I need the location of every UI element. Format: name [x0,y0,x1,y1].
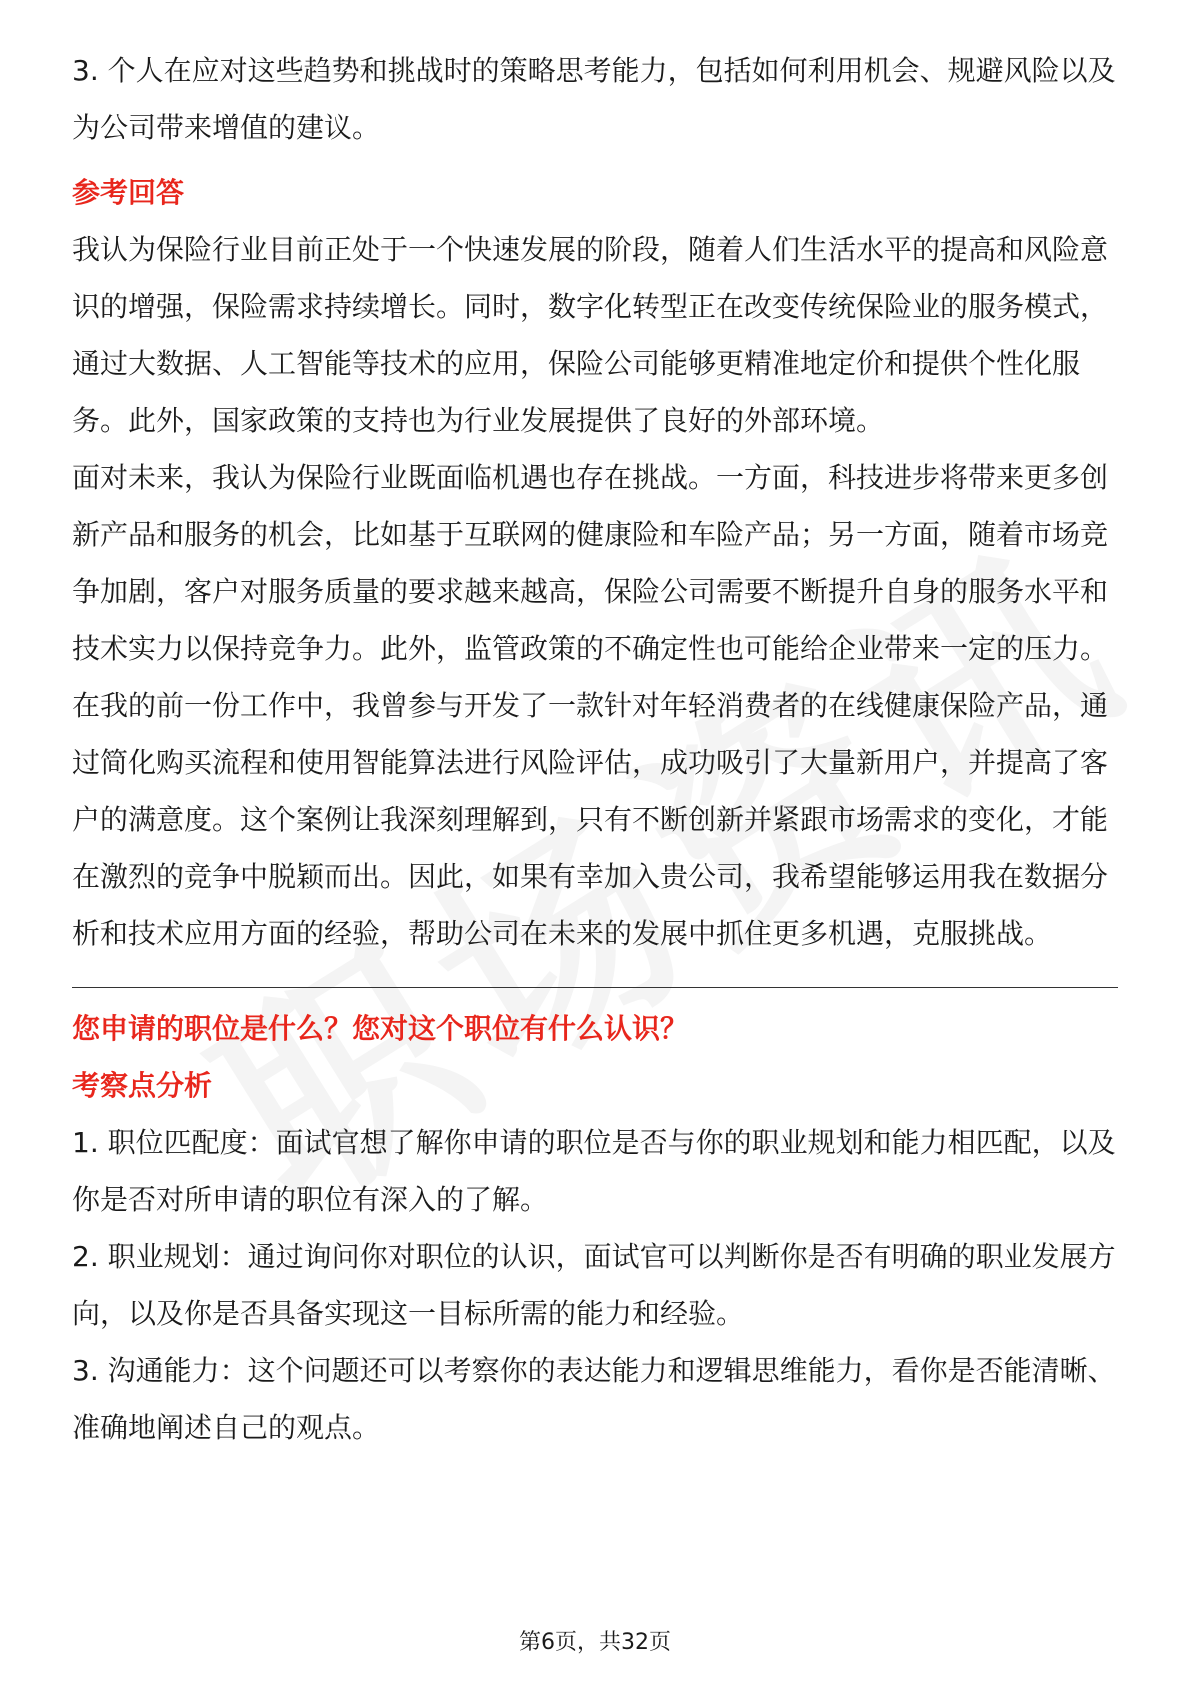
evaluation-item-3: 3. 个人在应对这些趋势和挑战时的策略思考能力，包括如何利用机会、规避风险以及为公司带来增值的建议。 [72,54,1116,144]
analysis-heading: 考察点分析 [72,1069,213,1102]
answer-paragraph-1: 我认为保险行业目前正处于一个快速发展的阶段，随着人们生活水平的提高和风险意识的增强，保险需求持续增长。同时，数字化转型正在改变传统保险业的服务模式，通过大数据、人工智能等技术的应用，保险公司能够更精准地定价和提供个性化服务。此外，国家政策的支持也为行业发展提供了良好的外部环境。 [72,233,1109,437]
answer-paragraph-3: 在我的前一份工作中，我曾参与开发了一款针对年轻消费者的在线健康保险产品，通过简化购买流程和使用智能算法进行风险评估，成功吸引了大量新用户，并提高了客户的满意度。这个案例让我深刻理解到，只有不断创新并紧跟市场需求的变化，才能在激烈的竞争中脱颖而出。因此，如果有幸加入贵公司，我希望能够运用我在数据分析和技术应用方面的经验，帮助公司在未来的发展中抓住更多机遇，克服挑战。 [72,689,1109,950]
page-number: 第6页，共32页 [519,1630,671,1655]
analysis-item-3: 3. 沟通能力：这个问题还可以考察你的表达能力和逻辑思维能力，看你是否能清晰、准确地阐述自己的观点。 [72,1354,1116,1444]
page-content [72,42,1118,1456]
analysis-item-1: 1. 职位匹配度：面试官想了解你申请的职位是否与你的职业规划和能力相匹配，以及你是否对所申请的职位有深入的了解。 [72,1126,1116,1216]
answer-paragraph-2: 面对未来，我认为保险行业既面临机遇也存在挑战。一方面，科技进步将带来更多创新产品和服务的机会，比如基于互联网的健康险和车险产品；另一方面，随着市场竞争加剧，客户对服务质量的要求越来越高，保险公司需要不断提升自身的服务水平和技术实力以保持竞争力。此外，监管政策的不确定性也可能给企业带来一定的压力。 [72,461,1109,665]
reference-answer-heading: 参考回答 [72,176,185,209]
section-divider [72,987,1118,988]
analysis-item-2: 2. 职业规划：通过询问你对职位的认识，面试官可以判断你是否有明确的职业发展方向，以及你是否具备实现这一目标所需的能力和经验。 [72,1240,1116,1330]
question-title: 您申请的职位是什么？您对这个职位有什么认识？ [72,1012,689,1045]
